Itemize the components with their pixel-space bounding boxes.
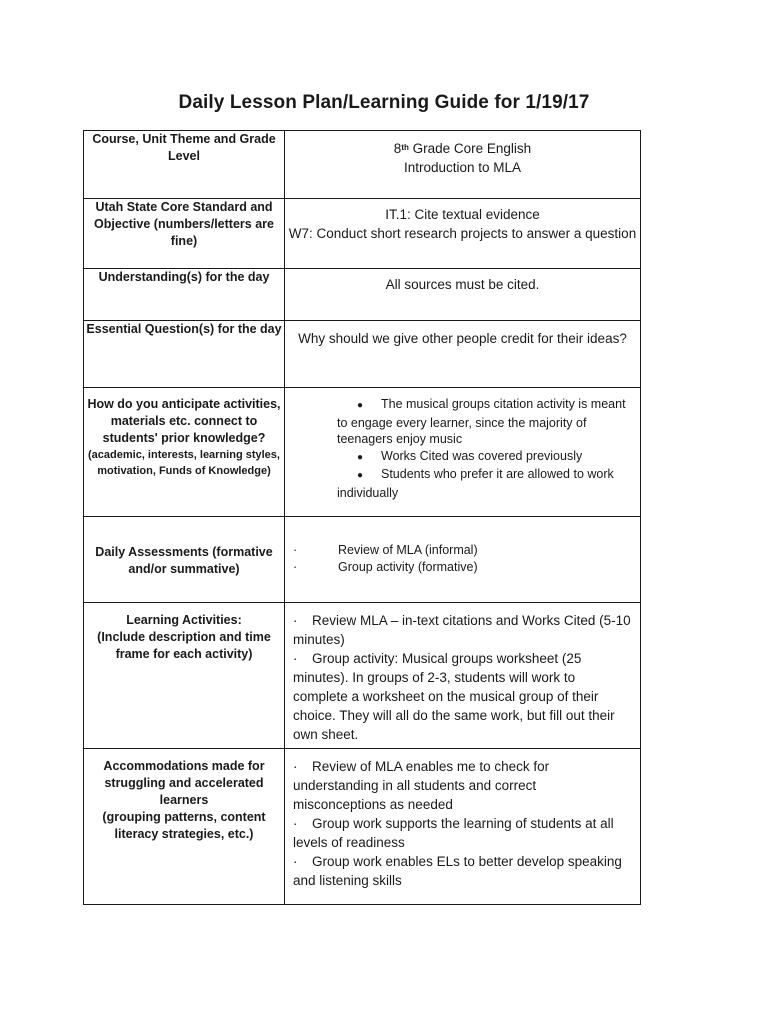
sub-label-text: (grouping patterns, content literacy strategies, etc.) bbox=[102, 810, 266, 841]
row-label-accommodations bbox=[84, 749, 285, 905]
bullet-text: Students who prefer it are allowed to work individually bbox=[337, 467, 614, 500]
row-value-assessments bbox=[285, 517, 641, 603]
bullet-icon: ● bbox=[357, 400, 364, 411]
bullet-icon: · bbox=[293, 816, 298, 831]
standard-line-1: IT.1: Cite textual evidence bbox=[385, 207, 540, 222]
row-label-prior-knowledge bbox=[84, 388, 285, 517]
bullet-icon: · bbox=[293, 651, 298, 666]
table-row-standard bbox=[84, 199, 641, 269]
row-label-understanding bbox=[84, 269, 285, 321]
bullet-icon: · bbox=[293, 543, 298, 557]
list-item bbox=[337, 448, 630, 467]
table-row-learning-activities bbox=[84, 603, 641, 749]
table-row-assessments bbox=[84, 517, 641, 603]
row-value-prior-knowledge bbox=[285, 388, 641, 517]
label-text: Utah State Core Standard and Objective (numbers/letters are fine) bbox=[94, 200, 274, 248]
row-value-course bbox=[285, 131, 641, 199]
unit-theme: Introduction to MLA bbox=[403, 159, 522, 175]
standard-line-2: W7: Conduct short research projects to answer a question bbox=[288, 225, 637, 241]
bullet-icon: · bbox=[293, 560, 298, 574]
item-text: Review MLA – in-text citations and Works Cited (5-10 minutes) bbox=[293, 613, 631, 647]
grade-number: 8 bbox=[393, 141, 402, 156]
label-text: Learning Activities: bbox=[126, 613, 242, 627]
row-value-essential-question bbox=[285, 321, 641, 388]
row-value-standard bbox=[285, 199, 641, 269]
bullet-text: The musical groups citation activity is meant to engage every learner, since the majority of teenagers enjoy music bbox=[337, 397, 626, 446]
table-row-essential-question bbox=[84, 321, 641, 388]
list-item bbox=[293, 649, 632, 744]
table-row-course bbox=[84, 131, 641, 199]
list-item bbox=[337, 466, 630, 501]
label-text: Essential Question(s) for the day bbox=[86, 322, 282, 336]
item-text: Group work supports the learning of students at all levels of readiness bbox=[293, 816, 614, 850]
sub-label-text: (academic, interests, learning styles, motivation, Funds of Knowledge) bbox=[88, 449, 280, 477]
bullet-icon: ● bbox=[357, 470, 364, 481]
table-row-accommodations bbox=[84, 749, 641, 905]
assessments-list bbox=[285, 517, 640, 580]
row-label-standard bbox=[84, 199, 285, 269]
item-text: Review of MLA enables me to check for understanding in all students and correct misconceptions as needed bbox=[293, 759, 550, 812]
item-text: Review of MLA (informal) bbox=[338, 543, 478, 557]
bullet-icon: ● bbox=[357, 451, 364, 463]
essential-question-text: Why should we give other people credit for their ideas? bbox=[298, 331, 627, 346]
understanding-text: All sources must be cited. bbox=[385, 277, 540, 292]
document-title: Daily Lesson Plan/Learning Guide for 1/19/17 bbox=[178, 92, 590, 113]
label-text: How do you anticipate activities, materials etc. connect to students' prior knowledge? bbox=[87, 397, 281, 445]
label-text: Daily Assessments (formative and/or summative) bbox=[95, 545, 273, 576]
bullet-icon: · bbox=[293, 854, 298, 869]
bullet-icon: · bbox=[293, 613, 298, 628]
list-item bbox=[337, 396, 630, 448]
row-label-course bbox=[84, 131, 285, 199]
list-item bbox=[293, 542, 632, 559]
lesson-plan-table bbox=[83, 130, 641, 905]
course-name: Grade Core English bbox=[408, 141, 532, 156]
item-text: Group work enables ELs to better develop speaking and listening skills bbox=[293, 854, 622, 888]
row-label-learning-activities bbox=[84, 603, 285, 749]
table-row-prior-knowledge bbox=[84, 388, 641, 517]
row-label-essential-question bbox=[84, 321, 285, 388]
prior-knowledge-list bbox=[285, 388, 640, 505]
item-text: Group activity: Musical groups worksheet (25 minutes). In groups of 2-3, students will work to complete a worksheet on the musical group of their choice. They will all do the same work, but fill out their own sheet. bbox=[293, 651, 615, 742]
sub-label-text: (Include description and time frame for each activity) bbox=[97, 630, 271, 661]
label-text: Understanding(s) for the day bbox=[98, 270, 270, 284]
item-text: Group activity (formative) bbox=[338, 560, 478, 574]
row-value-accommodations bbox=[285, 749, 641, 905]
list-item bbox=[293, 611, 632, 649]
row-value-learning-activities bbox=[285, 603, 641, 749]
bullet-text: Works Cited was covered previously bbox=[381, 448, 583, 463]
row-label-assessments bbox=[84, 517, 285, 603]
label-text: Course, Unit Theme and Grade Level bbox=[92, 132, 276, 163]
row-value-understanding bbox=[285, 269, 641, 321]
accommodations-list bbox=[285, 749, 640, 894]
list-item bbox=[293, 852, 632, 890]
table-row-understanding bbox=[84, 269, 641, 321]
learning-activities-list bbox=[285, 603, 640, 748]
list-item bbox=[293, 757, 632, 814]
grade-ordinal: th bbox=[401, 143, 409, 152]
list-item bbox=[293, 559, 632, 576]
label-text: Accommodations made for struggling and accelerated learners bbox=[103, 759, 265, 807]
bullet-icon: · bbox=[293, 759, 298, 774]
list-item bbox=[293, 814, 632, 852]
